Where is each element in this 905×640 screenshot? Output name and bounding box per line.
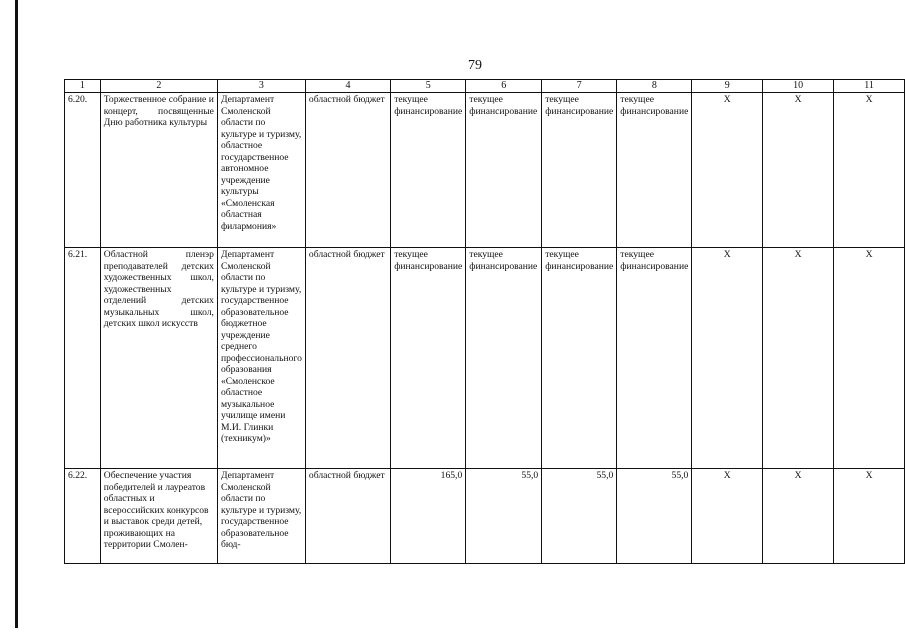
amount-year-3: 55,0 [617, 469, 692, 564]
indicator-cell: X [763, 469, 834, 564]
indicator-cell: X [692, 93, 763, 248]
activity-name: Областной пленэр преподавателей детских художественных школ, художественных отделений детских музыкальных школ, детских школ искусств [100, 248, 217, 469]
activity-name: Торжественное собрание и концерт, посвященные Дню работника культуры [100, 93, 217, 248]
column-header: 9 [692, 80, 763, 93]
amount-total: 165,0 [391, 469, 466, 564]
column-header: 3 [217, 80, 305, 93]
funding-source: областной бюджет [305, 93, 390, 248]
indicator-cell: X [834, 93, 905, 248]
executor: Департамент Смоленской области по культуре и туризму, государственное образовательное бюд- [217, 469, 305, 564]
amount-year-2: 55,0 [542, 469, 617, 564]
amount-year-3: текущее финансирование [617, 248, 692, 469]
funding-source: областной бюджет [305, 248, 390, 469]
executor: Департамент Смоленской области по культуре и туризму, государственное образовательное бюджетное учреждение среднего профессионального образования «Смоленское областное музыкальное училище имени М.И. Глинки (техникум)» [217, 248, 305, 469]
amount-total: текущее финансирование [391, 93, 466, 248]
amount-year-2: текущее финансирование [542, 93, 617, 248]
row-number: 6.20. [65, 93, 101, 248]
amount-total: текущее финансирование [391, 248, 466, 469]
amount-year-3: текущее финансирование [617, 93, 692, 248]
column-header: 6 [466, 80, 542, 93]
column-header: 7 [542, 80, 617, 93]
row-number: 6.21. [65, 248, 101, 469]
table-row [65, 469, 905, 564]
indicator-cell: X [763, 93, 834, 248]
column-header: 5 [391, 80, 466, 93]
indicator-cell: X [834, 469, 905, 564]
header-row [65, 80, 905, 93]
amount-year-2: текущее финансирование [542, 248, 617, 469]
scan-edge-line [15, 0, 18, 628]
column-header: 10 [763, 80, 834, 93]
column-header: 8 [617, 80, 692, 93]
amount-year-1: текущее финансирование [466, 93, 542, 248]
column-header: 2 [100, 80, 217, 93]
row-number: 6.22. [65, 469, 101, 564]
page-number: 79 [468, 58, 482, 73]
activity-name: Обеспечение участия победителей и лауреатов областных и всероссийских конкурсов и выставок среди детей, проживающих на территории Смолен- [100, 469, 217, 564]
indicator-cell: X [834, 248, 905, 469]
executor: Департамент Смоленской области по культуре и туризму, областное государственное автономное учреждение культуры «Смоленская областная филармония» [217, 93, 305, 248]
amount-year-1: 55,0 [466, 469, 542, 564]
amount-year-1: текущее финансирование [466, 248, 542, 469]
column-header: 1 [65, 80, 101, 93]
indicator-cell: X [763, 248, 834, 469]
indicator-cell: X [692, 248, 763, 469]
program-table [64, 79, 905, 564]
table-row [65, 248, 905, 469]
funding-source: областной бюджет [305, 469, 390, 564]
column-header: 11 [834, 80, 905, 93]
indicator-cell: X [692, 469, 763, 564]
column-header: 4 [305, 80, 390, 93]
table-row [65, 93, 905, 248]
